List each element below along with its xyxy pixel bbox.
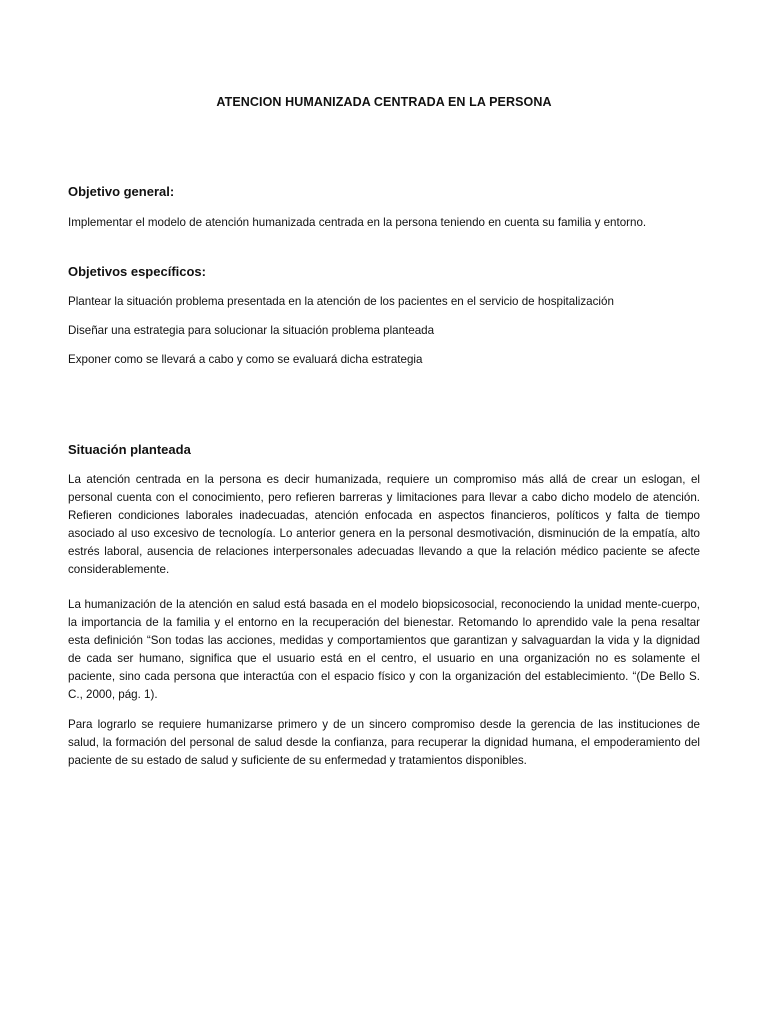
objetivo-item bbox=[68, 351, 700, 369]
situacion-paragraph-3-block bbox=[68, 716, 700, 770]
situacion-paragraph-1: La atención centrada en la persona es decir humanizada, requiere un compromiso más allá de crear un eslogan, el personal cuenta con el conocimiento, pero refieren barreras y limitaciones para llevar a cabo dicho modelo de atención. Refieren condiciones laborales inadecuadas, atención enfocada en aspectos financieros, políticos y falta de tiempo asociado al uso excesivo de tecnología. Lo anterior genera en la personal desmotivación, disminución de la empatía, alto estrés laboral, ausencia de relaciones interpersonales adecuadas llevando a que la relación médico paciente se afecte considerablemente. bbox=[68, 473, 700, 576]
situacion-paragraph-2-block bbox=[68, 596, 700, 704]
objetivo-especifico-2: Diseñar una estrategia para solucionar la situación problema planteada bbox=[68, 324, 435, 337]
situacion-heading: Situación planteada bbox=[68, 442, 191, 457]
objetivos-especificos-heading: Objetivos específicos: bbox=[68, 264, 206, 279]
objetivo-especifico-3: Exponer como se llevará a cabo y como se evaluará dicha estrategia bbox=[68, 353, 423, 366]
objetivo-general-text: Implementar el modelo de atención humanizada centrada en la persona teniendo en cuenta su familia y entorno. bbox=[68, 216, 647, 229]
objetivo-item bbox=[68, 322, 700, 340]
document-title: ATENCION HUMANIZADA CENTRADA EN LA PERSONA bbox=[216, 95, 552, 109]
situacion-section bbox=[68, 442, 700, 457]
situacion-paragraph-3: Para lograrlo se requiere humanizarse primero y de un sincero compromiso desde la gerencia de las instituciones de salud, la formación del personal de salud desde la confianza, para recuperar la dignidad humana, el empoderamiento del paciente de su estado de salud y suficiente de su enfermedad y tratamientos disponibles. bbox=[68, 718, 700, 767]
objetivo-general-heading: Objetivo general: bbox=[68, 184, 175, 199]
situacion-paragraph-2: La humanización de la atención en salud está basada en el modelo biopsicosocial, reconociendo la unidad mente-cuerpo, la importancia de la familia y el entorno en la recuperación del bienestar. Retomando lo aprendido vale la pena resaltar esta definición “Son todas las acciones, medidas y comportamientos que garantizan y salvaguardan la vida y la dignidad de cada ser humano, significa que el usuario está en el centro, el usuario en una organización no es solamente el paciente, sino cada persona que interactúa con el espacio físico y con la organización del establecimiento. “(De Bello S. C., 2000, pág. 1). bbox=[68, 598, 700, 701]
objetivos-especificos-section bbox=[68, 264, 700, 279]
objetivo-general-body bbox=[68, 214, 700, 232]
objetivo-especifico-1: Plantear la situación problema presentada en la atención de los pacientes en el servicio de hospitalización bbox=[68, 295, 614, 308]
situacion-paragraph-1-block bbox=[68, 471, 700, 579]
objetivo-general-section bbox=[68, 184, 700, 199]
objetivo-item bbox=[68, 293, 700, 311]
